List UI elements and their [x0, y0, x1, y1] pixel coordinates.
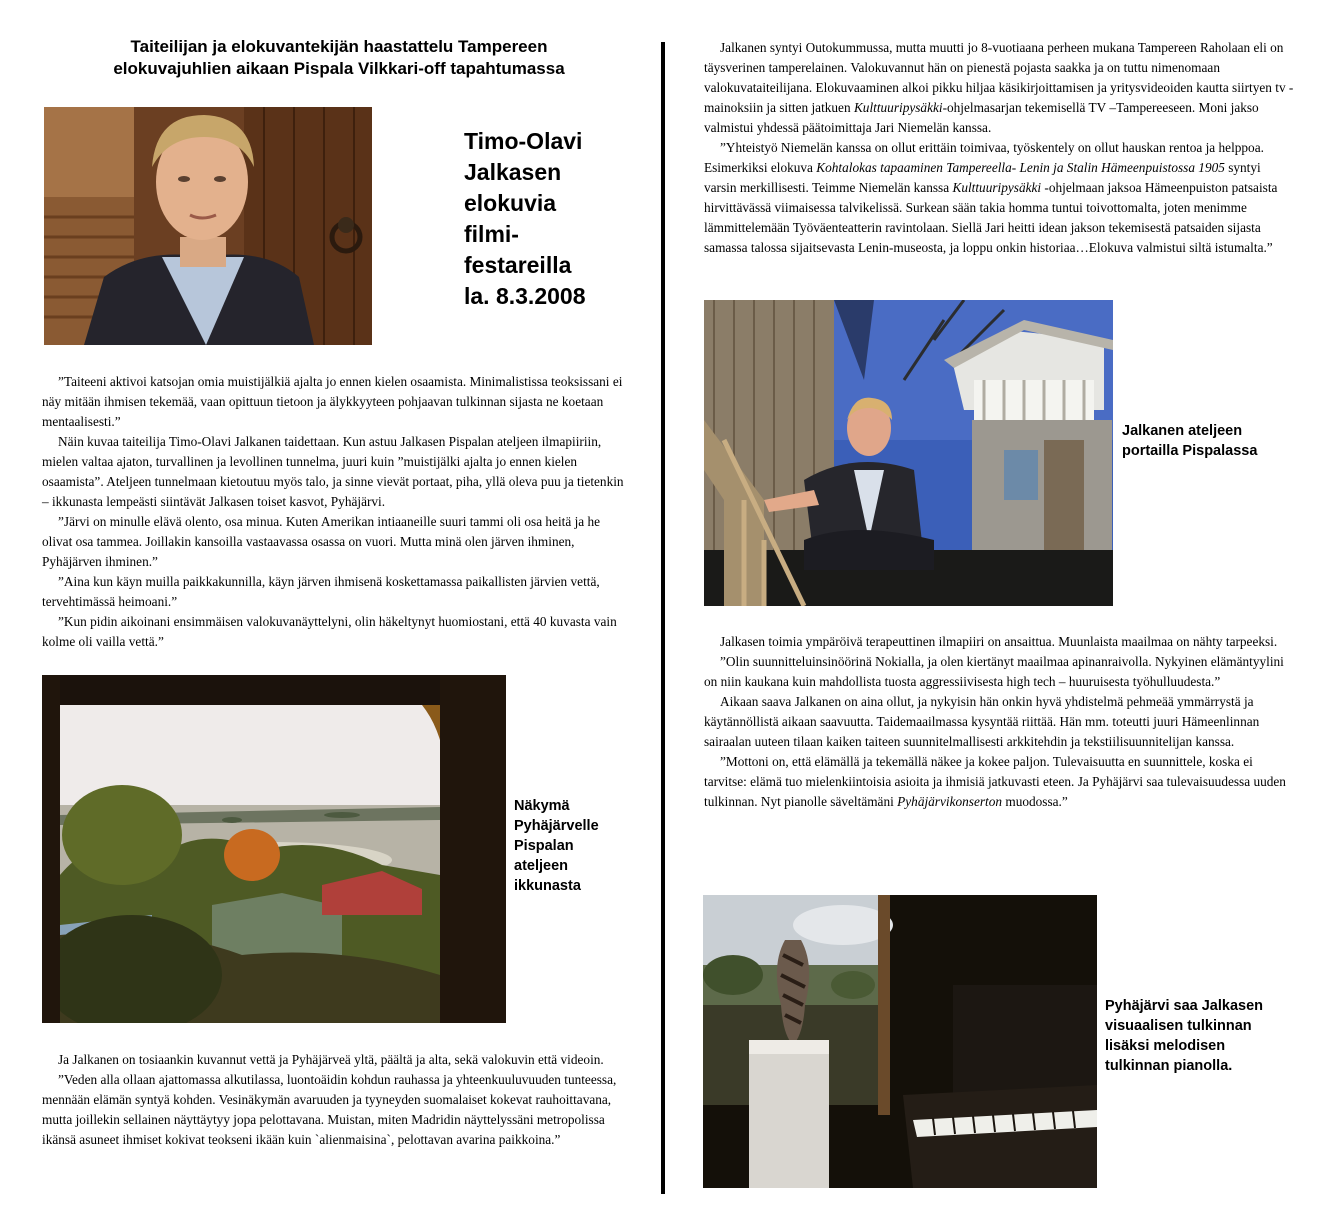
caption-line: Pyhäjärvi saa Jalkasen [1105, 998, 1264, 1014]
paragraph: ”Yhteistyö Niemelän kanssa on ollut erittäin toimivaa, työskentely on ollut hauskan rentoa ja helppoa. Esimerkiksi elokuva Kohtalokas tapaaminen Tampereella- Lenin ja Stalin Hämeenpuistossa 1905 syntyi varsin merkillisesti. Teimme Niemelän kanssa Kulttuuripysäkki -ohjelmaan jaksoa Hämeenpuiston patsaista hirvittävässä viimaisessa talvikelissä. Surkean sään takia homma tuntui toivottomalta, joten menimme lämmittelemään Työväenteatterin ravintolaan. Siellä Jari heitti idean jakson tekemisestä patsaiden sijasta samassa talossa sijaitsevasta Lenin-museosta, ja loppu onkin historiaa…Elokuva valmistui siltä istumalta.” [704, 140, 1278, 255]
headline-line: elokuvia [464, 190, 557, 216]
paragraph: Aikaan saava Jalkanen on aina ollut, ja nykyisin hän onkin hyvä yhdistelmä pehmeää ymmärrystä ja käytännöllistä aikaan saavuutta. Taidemaailmassa kysyntää riittää. Hän mm. toteutti juuri Hämeenlinnan sairaalan uuteen tilaan kaiken taiteen suunnitelmallisesti arkkitehdin ja tekstiilisuunnitelijan kanssa. [704, 694, 1260, 749]
caption-line: portailla Pispalassa [1122, 443, 1258, 459]
caption-line: Pispalan [514, 838, 574, 854]
paragraph: Näin kuvaa taiteilija Timo-Olavi Jalkanen taidettaan. Kun astuu Jalkasen Pispalan ateljeen ilmapiiriin, mielen valtaa ajaton, turvallinen ja levollinen tunnelma, juuri kuin ”muistijälki ajalta jo ennen kielen osaamista”. Ateljeen tunnelmaan kietoutuu myös talo, ja sinne vievät portaat, piha, yllä oleva puu ja tietenkin – ikkunasta lempeästi siintävät Jalkasen toiset kasvot, Pyhäjärvi. [42, 434, 624, 509]
stairs-photo-caption [1122, 421, 1302, 461]
caption-line: ikkunasta [514, 878, 581, 894]
headline-line: Timo-Olavi [464, 128, 583, 154]
paragraph: ”Mottoni on, että elämällä ja tekemällä näkee ja kokee paljon. Tulevaisuutta en suunnittele, koska ei tarvitse: elämä tuo mielenkiintoisia asioita ja ihmisiä jatkuvasti eteen. Ja Pyhäjärvi saa tulevaisuudessa uuden tulkinnan. Nyt pianolle säveltämäni Pyhäjärvikonserton muodossa.” [704, 754, 1286, 809]
caption-line: visuaalisen tulkinnan [1105, 1018, 1252, 1034]
caption-line: tulkinnan pianolla. [1105, 1058, 1233, 1074]
headline [464, 126, 634, 312]
piano-photo-caption [1105, 996, 1305, 1076]
right-text-block-1 [704, 38, 1296, 258]
caption-line: Pyhäjärvelle [514, 818, 599, 834]
lake-photo-caption [514, 796, 624, 896]
right-text-block-2 [704, 632, 1296, 812]
paragraph: ”Kun pidin aikoinani ensimmäisen valokuvanäyttelyni, olin häkeltynyt huomiostani, että 40 kuvasta vain kolme oli vailla vettä.” [42, 614, 617, 649]
paragraph: Jalkanen syntyi Outokummussa, mutta muutti jo 8-vuotiaana perheen mukana Tampereen Raholaan eli on täysverinen tamperelainen. Valokuvannut hän on pienestä pojasta saakka ja on tuttu nimenomaan valokuvataiteilijana. Elokuvaaminen alkoi pikku hiljaa käsikirjoittamisen ja yritysvideoiden kautta siirtyen tv -mainoksiin ja sitten jatkuen Kulttuuripysäkki-ohjelmasarjan tekemisellä TV –Tampereeseen. Moni jakso valmistui yhdessä päätoimittaja Jari Niemelän kanssa. [704, 40, 1294, 135]
paragraph: Jalkasen toimia ympäröivä terapeuttinen ilmapiiri on ansaittua. Muunlaista maailmaa on nähty tarpeeksi. [720, 634, 1278, 649]
headline-line: festareilla [464, 252, 572, 278]
article-title [60, 36, 618, 80]
lake-window-photo [42, 675, 506, 1023]
headline-line: filmi- [464, 221, 519, 247]
piano-photo [703, 895, 1097, 1188]
headline-line: la. 8.3.2008 [464, 283, 586, 309]
title-line-1: Taiteilijan ja elokuvantekijän haastattelu Tampereen [130, 37, 548, 56]
paragraph: ”Järvi on minulle elävä olento, osa minua. Kuten Amerikan intiaaneille suuri tammi oli osa heitä ja he olivat osa tammea. Joillakin kansoilla vastaavassa osassa on vuori. Mutta minä olen järven ihminen, Pyhäjärven ihminen.” [42, 514, 601, 569]
caption-line: lisäksi melodisen [1105, 1038, 1226, 1054]
caption-line: Jalkanen ateljeen [1122, 423, 1243, 439]
column-divider [661, 42, 665, 1194]
left-text-block-1 [42, 372, 624, 652]
portrait-photo [44, 107, 372, 345]
paragraph: ”Olin suunnitteluinsinöörinä Nokialla, ja olen kiertänyt maailmaa apinanraivolla. Nykyinen elämäntyylini on niin kaukana kuin mahdollista tuosta aggressiivisesta high tech – huuruisesta työhulluudesta.” [704, 654, 1284, 689]
paragraph: ”Taiteeni aktivoi katsojan omia muistijälkiä ajalta jo ennen kielen osaamista. Minimalistissa teoksissani ei näy mitään ihmisen tekemää, vaan opittuun tietoon ja älykkyyteen pohjaavan tulkinnan sijasta ne koetaan mentaalisesti.” [42, 374, 623, 429]
caption-line: ateljeen [514, 858, 568, 874]
paragraph: Ja Jalkanen on tosiaankin kuvannut vettä ja Pyhäjärveä yltä, päältä ja alta, sekä valokuvin että videoin. [58, 1052, 604, 1067]
paragraph: ”Aina kun käyn muilla paikkakunnilla, käyn järven ihmisenä koskettamassa paikallisten järvien vettä, tervehtimässä heimoani.” [42, 574, 600, 609]
left-text-block-2 [42, 1050, 624, 1150]
paragraph: ”Veden alla ollaan ajattomassa alkutilassa, luontoäidin kohdun rauhassa ja yhteenkuuluvuuden tunteessa, mennään elämän syntyä kohden. Vesinäkymän avaruuden ja tyyneyden suomalaiset kokevat rauhoittavana, mutta joillekin sellainen näyttäytyy jopa pelottavana. Muistan, miten Madridin näyttelyssäni metropolissa ikänsä asuneet ihmiset kokivat teokseni ikään kuin `alienmaisina`, pelottavan avarina paikkoina.” [42, 1072, 617, 1147]
title-line-2: elokuvajuhlien aikaan Pispala Vilkkari-off tapahtumassa [113, 59, 565, 78]
headline-line: Jalkasen [464, 159, 562, 185]
caption-line: Näkymä [514, 798, 570, 814]
stairs-photo [704, 300, 1113, 606]
